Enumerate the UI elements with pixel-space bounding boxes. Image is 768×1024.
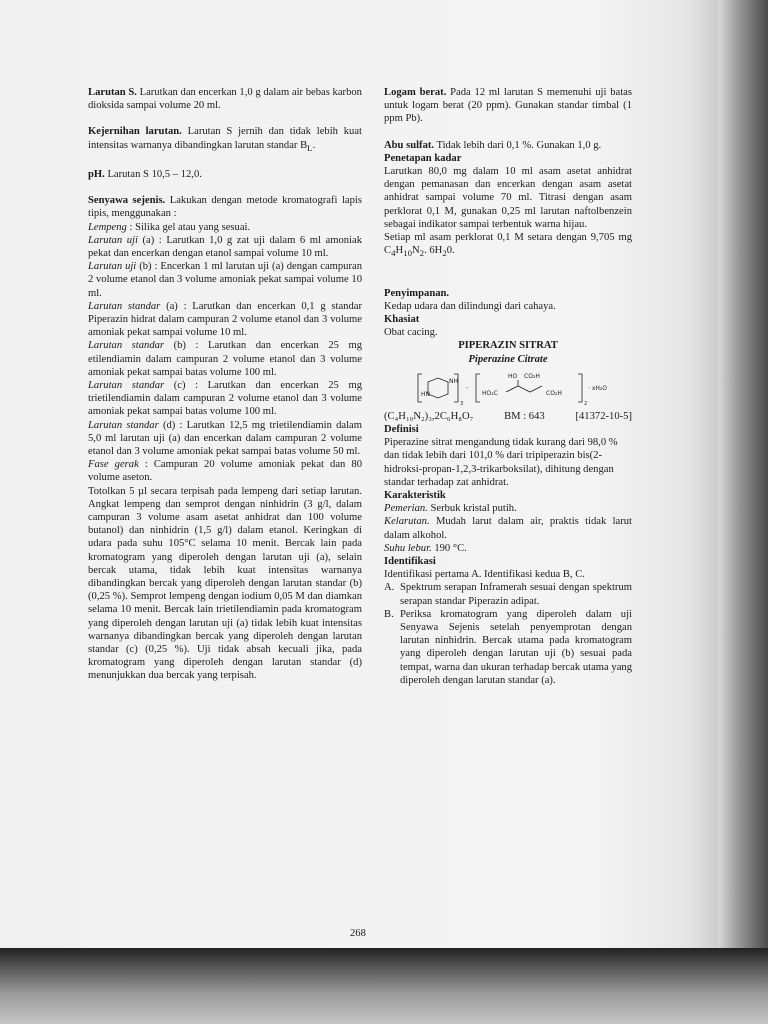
abu-sulfat-paragraph: Abu sulfat. Tidak lebih dari 0,1 %. Gunakan 1,0 g.	[384, 139, 602, 151]
page-edge-shadow	[718, 0, 768, 950]
penyimpanan-text: Kedap udara dan dilindungi dari cahaya.	[384, 300, 556, 312]
penetapan-text: Larutkan 80,0 mg dalam 10 ml asam asetat anhidrat dengan pemanasan dan encerkan dengan asam asetat anhidrat sampai volume 70 ml. Titrasi dengan asam perklorat 0,1 M, gunakan 0,25 ml larutan naftolbenzein sebagai indikator sampai terbentuk warna hijau.	[384, 166, 632, 230]
struct-nh: NH	[449, 377, 458, 385]
larutan-s-paragraph: Larutan S. Larutkan dan encerkan 1,0 g dalam air bebas karbon dioksida sampai volume 20 ml.	[88, 87, 362, 112]
penetapan-heading: Penetapan kadar	[384, 152, 462, 164]
struct-subscript-2: 2	[584, 400, 588, 407]
scan-bottom-edge	[0, 948, 768, 1024]
struct-ho2c: HO₂C	[482, 389, 498, 397]
suhu-lebur-line: Suhu lebur. 190 °C.	[384, 542, 467, 554]
identifikasi-list	[384, 581, 632, 687]
list-item	[384, 608, 632, 687]
struct-dot: ·	[466, 383, 469, 392]
larutan-standar-a: Larutan standar (a) : Larutkan dan encerkan 0,1 g standar Piperazin hidrat dalam campuran 2 volume etanol dan 3 volume amoniak pekat sampai volume 10 ml.	[88, 300, 362, 339]
piperazine-citrate-structure	[408, 368, 608, 408]
struct-water: · xH₂O	[588, 384, 608, 392]
kelarutan-line: Kelarutan. Mudah larut dalam air, praktis tidak larut dalam alkohol.	[384, 516, 632, 541]
penetapan-equivalence: Setiap ml asam perklorat 0,1 M setara dengan 9,705 mg $C_4H_{10}N_2$. $6H_20$.	[384, 232, 632, 259]
larutan-uji-b: Larutan uji (b) : Encerkan 1 ml larutan uji (a) dengan campuran 2 volume etanol dan 3 volume amoniak pekat sampai volume 10 ml.	[88, 261, 363, 299]
logam-berat-paragraph: Logam berat. Pada 12 ml larutan S memenuhi uji batas untuk logam berat (20 ppm). Gunakan standar timbal (1 ppm Pb).	[384, 87, 632, 125]
molecular-formula: (C₄H₁₀N₂)₃,2C₆H₈O₇	[384, 410, 474, 422]
khasiat-heading: Khasiat	[384, 313, 420, 325]
senyawa-sejenis-paragraph: Senyawa sejenis. Lakukan dengan metode kromatografi lapis tipis, menggunakan :	[88, 195, 362, 220]
formula-line	[384, 410, 632, 423]
struct-hn: HN	[421, 390, 430, 398]
page-number: 268	[350, 928, 366, 939]
right-column	[384, 86, 632, 687]
list-text: Spektrum serapan Inframerah sesuai dengan spektrum serapan standar Piperazin adipat.	[400, 582, 632, 607]
monograph-title: PIPERAZIN SITRAT	[458, 340, 558, 352]
identifikasi-heading: Identifikasi	[384, 556, 436, 567]
khasiat-text: Obat cacing.	[384, 327, 438, 339]
karakteristik-heading: Karakteristik	[384, 489, 446, 501]
lempeng-line: Lempeng : Silika gel atau yang sesuai.	[88, 221, 251, 233]
monograph-subtitle: Piperazine Citrate	[468, 353, 548, 365]
ph-paragraph: pH. Larutan S 10,5 – 12,0.	[88, 168, 202, 180]
pemerian-line: Pemerian. Serbuk kristal putih.	[384, 503, 517, 515]
identifikasi-intro: Identifikasi pertama A. Identifikasi kedua B, C.	[384, 569, 585, 581]
struct-subscript-3: 3	[460, 400, 464, 407]
struct-co2h-top: CO₂H	[524, 372, 540, 380]
penyimpanan-heading: Penyimpanan.	[384, 287, 450, 299]
list-text: Periksa kromatogram yang diperoleh dalam uji Senyawa Sejenis setelah penyemprotan dengan larutan ninhidrin. Bercak utama pada kromatogram yang diperoleh dengan larutan uji (b) sesuai pada tempat, warna dan ukuran terhadap bercak utama yang diperoleh dengan larutan standar (a).	[400, 608, 632, 686]
larutan-standar-b: Larutan standar (b) : Larutkan dan encerkan 25 mg etilendiamin dalam campuran 2 volume etanol dan 3 volume amoniak pekat sampai batas volume 100 ml.	[88, 340, 363, 378]
larutan-standar-d: Larutan standar (d) : Larutkan 12,5 mg trietilendiamin dalam 5,0 ml larutan uji (a) dan encerkan dalam campuran 2 volume etanol dan 3 volume amoniak pekat sampai batas volume 50 ml.	[88, 419, 362, 457]
struct-ho: HO	[508, 372, 518, 380]
kejernihan-paragraph: Kejernihan larutan. Larutan S jernih dan tidak lebih kuat intensitas warnanya dibandingkan larutan standar $B_L$.	[88, 126, 362, 153]
procedure-paragraph: Totolkan 5 µl secara terpisah pada lempeng dari setiap larutan. Angkat lempeng dan semprot dengan ninhidrin (3 g/l, dalam campuran 3 volume asam asetat anhidrat dan 100 volume butanol) dan ninhidrin (1,5 g/l) dalam etanol. Keringkan di udara pada suhu 105°C selama 10 menit. Bercak lain pada kromatogram yang diperoleh dengan larutan uji (a), selain bercak utama, tidak lebih kuat intensitas warnanya dibandingkan bercak yang diperoleh dengan larutan standar (b) (0,25 %). Semprot lempeng dengan iodium 0,05 M dan diamkan selama 10 menit. Bercak lain trietilendiamin pada kromatogram yang diperoleh dengan larutan uji (a) tidak lebih kuat intensitas warnanya dibandingkan bercak yang diperoleh dengan larutan standar (c) (0,25 %). Uji tidak absah kecuali jika, pada kromatogram yang diperoleh dengan larutan standar (d) menunjukkan dua bercak yang terpisah.	[88, 485, 362, 682]
larutan-standar-c: Larutan standar (c) : Larutkan dan encerkan 25 mg trietilendiamin dalam campuran 2 volume etanol dan 3 volume amoniak pekat sampai batas volume 100 ml.	[88, 379, 362, 418]
left-column	[88, 86, 362, 683]
larutan-uji-a: Larutan uji (a) : Larutkan 1,0 g zat uji dalam 6 ml amoniak pekat dan encerkan dengan etanol sampai volume 10 ml.	[88, 234, 362, 259]
molecular-weight: BM : 643	[504, 410, 545, 422]
cas-number: [41372-10-5]	[575, 410, 632, 422]
definisi-text: Piperazine sitrat mengandung tidak kurang dari 98,0 % dan tidak lebih dari 101,0 % dari tripiperazin bis(2-hidroksi-propan-1,2,3-trikarboksilat), dihitung dengan standar terhadap zat anhidrat.	[384, 437, 618, 488]
list-marker: B.	[384, 608, 394, 620]
list-marker: A.	[384, 582, 395, 594]
fase-gerak: Fase gerak : Campuran 20 volume amoniak pekat dan 80 volume aseton.	[88, 459, 362, 484]
definisi-heading: Definisi	[384, 423, 419, 435]
list-item	[384, 581, 632, 607]
struct-co2h-right: CO₂H	[546, 389, 562, 397]
